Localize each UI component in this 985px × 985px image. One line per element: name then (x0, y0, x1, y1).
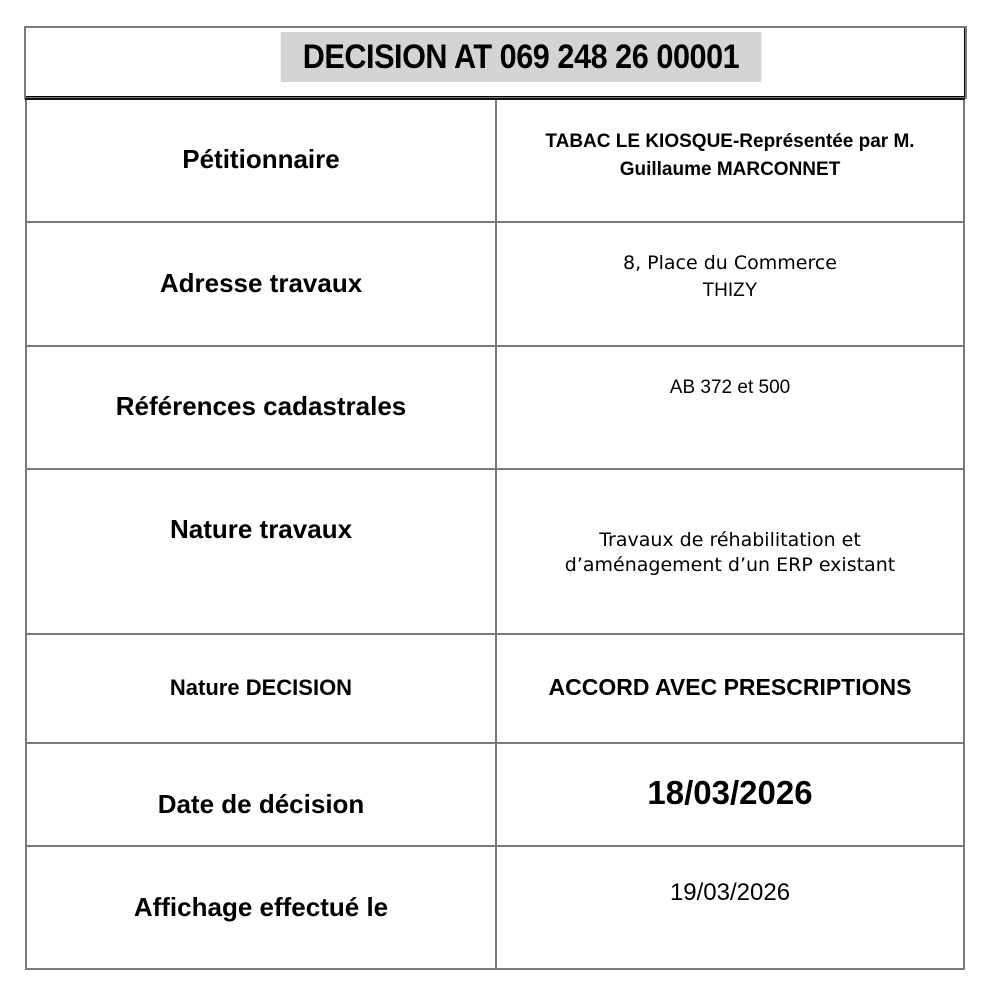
value-cell (495, 744, 965, 847)
works-description-line1: Travaux de réhabilitation et (599, 529, 861, 551)
decision-date: 18/03/2026 (647, 774, 813, 811)
table-row-nature-decision (25, 635, 965, 744)
table-row-adresse (25, 223, 965, 347)
works-description-line2: d’aménagement d’un ERP existant (564, 554, 896, 576)
row-label: Nature travaux (169, 514, 353, 544)
document-title: DECISION AT 069 248 26 00001 (281, 32, 762, 82)
cadastral-references: AB 372 et 500 (669, 377, 791, 398)
row-label: Pétitionnaire (182, 144, 340, 174)
table-row-affichage (25, 847, 965, 970)
row-label: Affichage effectué le (133, 892, 389, 922)
value-cell (495, 100, 965, 223)
petitionnaire-name-line2: Guillaume MARCONNET (619, 159, 841, 180)
address-street: 8, Place du Commerce (623, 252, 837, 274)
table-row-nature-travaux (25, 470, 965, 635)
label-cell (25, 847, 495, 970)
value-cell (495, 847, 965, 970)
petitionnaire-name-line1: TABAC LE KIOSQUE-Représentée par M. (545, 131, 915, 152)
value-cell (495, 470, 965, 635)
row-label: Adresse travaux (159, 268, 363, 298)
address-city: THIZY (702, 280, 758, 301)
label-cell (25, 100, 495, 223)
label-cell (25, 223, 495, 347)
table-row-cadastre (25, 347, 965, 470)
posting-date: 19/03/2026 (669, 879, 791, 906)
title-box (24, 26, 967, 99)
row-label: Nature DECISION (169, 675, 353, 700)
value-cell (495, 223, 965, 347)
value-cell (495, 347, 965, 470)
decision-table (25, 98, 965, 970)
row-label: Références cadastrales (115, 391, 407, 421)
value-cell (495, 635, 965, 744)
label-cell (25, 470, 495, 635)
label-cell (25, 347, 495, 470)
decision-type: ACCORD AVEC PRESCRIPTIONS (548, 674, 912, 700)
label-cell (25, 635, 495, 744)
label-cell (25, 744, 495, 847)
table-row-petitionnaire (25, 100, 965, 223)
row-label: Date de décision (157, 789, 365, 819)
table-row-date-decision (25, 744, 965, 847)
